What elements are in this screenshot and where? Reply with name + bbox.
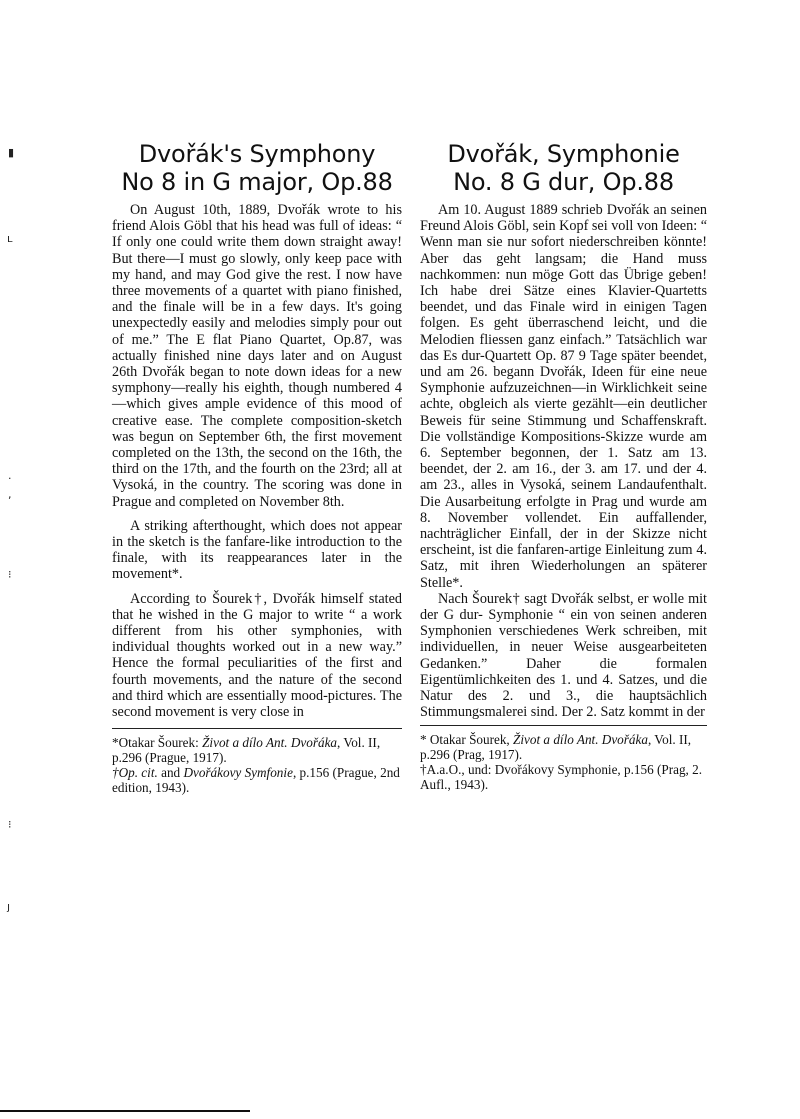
english-footnote-1 xyxy=(112,735,402,765)
fn-title: †Op. cit. xyxy=(112,765,158,781)
german-title-line1: Dvořák, Symphonie xyxy=(447,140,680,168)
footnote-rule xyxy=(112,728,402,729)
margin-mark: ȷ xyxy=(7,900,11,913)
fn-text: and xyxy=(157,765,184,781)
german-title xyxy=(420,140,707,196)
fn-text: * Otakar Šourek, xyxy=(420,731,514,747)
german-footnote-2: †A.a.O., und: Dvořákovy Symphonie, p.156 (Prag, 2. Aufl., 1943). xyxy=(420,761,703,792)
english-paragraph: On August 10th, 1889, Dvořák wrote to his friend Alois Göbl that his head was full of ideas: “ If only one could write them down straight away! But there—I must go slowly, only keep pace with my hand, and may God give the rest. I now have three movements of a quartet with piano finished, and the finale will be in a few days. It's going unexpectedly easily and melodies simply pour out of me.” The E flat Piano Quartet, Op.87, was actually finished nine days later and on August 26th Dvořák began to note down ideas for a new symphony—really his eighth, though numbered 4—which gives ample evidence of this mood of creative ease. The complete composition-sketch was begun on September 6th, the first movement completed on the 13th, the second on the 16th, the third on the 17th, and the fourth on the 23rd; all at Vysoká, in the country. The scoring was done in Prague and completed on November 8th. xyxy=(112,202,402,510)
footnote-rule xyxy=(420,725,707,726)
fn-text: , Vol. II, p.296 (Prag, 1917). xyxy=(420,731,692,762)
english-footnote-2 xyxy=(112,765,402,795)
margin-mark: · xyxy=(8,472,12,485)
german-title-line2: No. 8 G dur, Op.88 xyxy=(453,168,674,196)
margin-mark: ⁝ xyxy=(8,818,12,831)
english-paragraph: According to Šourek†, Dvořák himself stated that he wished in the G major to write “ a work different from his other symphonies, with individual thoughts worked out in a new way.” Hence the formal peculiarities of the first and fourth movements, and the nature of the second and third which are essentially mood-pictures. The second movement is very close in xyxy=(112,590,402,721)
fn-text: *Otakar Šourek: xyxy=(112,735,203,751)
margin-mark: ʟ xyxy=(7,232,13,245)
fn-title: Život a dílo Ant. Dvořáka xyxy=(513,731,648,747)
german-footnote-1 xyxy=(420,732,707,762)
margin-mark: , xyxy=(8,488,12,501)
english-title xyxy=(112,140,402,196)
fn-text: , p.156 (Prague, 2nd edition, 1943). xyxy=(112,765,400,796)
english-column xyxy=(112,140,402,795)
english-paragraph: A striking afterthought, which does not appear in the sketch is the fanfare-like introduction to the finale, with its reappearances later in the movement*. xyxy=(112,517,402,583)
margin-mark: ⁝ xyxy=(8,568,12,581)
german-column xyxy=(420,140,707,792)
fn-title: Dvořákovy Symfonie xyxy=(183,765,293,781)
fn-title: Život a dílo Ant. Dvořáka xyxy=(202,735,338,751)
german-paragraph: Nach Šourek† sagt Dvořák selbst, er wolle mit der G dur- Symphonie “ ein von seinen anderen Symphonien verschiedenes Werk schreiben, mit individuellen, in neuer Weise ausgearbeiteten Gedanken.” Daher die formalen Eigentümlichkeiten des 1. und 4. Satzes, und die Natur des 2. und 3., die hauptsächlich Stimmungsmalerei sind. Der 2. Satz kommt in der xyxy=(420,590,707,721)
english-title-line1: Dvořák's Symphony xyxy=(138,140,376,168)
fn-text: , Vol. II, p.296 (Prague, 1917). xyxy=(112,735,381,766)
margin-mark: ▮ xyxy=(8,146,15,159)
english-title-line2: No 8 in G major, Op.88 xyxy=(121,168,393,196)
german-paragraph: Am 10. August 1889 schrieb Dvořák an seinen Freund Alois Göbl, sein Kopf sei voll von Ideen: “ Wenn man sie nur sofort niederschreiben könnte! Aber das geht langsam; die Hand muss nachkommen: nun möge Gott das Übrige geben! Ich habe drei Sätze eines Klavier-Quartetts beendet, und das Finale wird in einigen Tagen folgen. Es geht überraschend leicht, und die Melodien fliessen ganz einfach.” Tatsächlich war das Es dur-Quartett Op. 87 9 Tage später beendet, und am 26. begann Dvořák, Ideen für eine neue Symphonie aufzuzeichnen—in Wirklichkeit seine achte, obgleich als vierte gezählt—ein deutlicher Beweis für seine Stimmung und Schaffenskraft. Die vollständige Kompositions-Skizze wurde am 6. September begonnen, der 1. Satz am 13. beendet, der 2. am 16., der 3. am 17. und der 4. am 23., alles in Vysoká, seinem Landaufenthalt. Die Ausarbeitung erfolgte in Prag und wurde am 8. November vollendet. Ein auffallender, nachträglicher Einfall, der in der Skizze nicht erscheint, ist die fanfaren-artige Einleitung zum 4. Satz, mit ihren Wiederholungen an späterer Stelle*. xyxy=(420,202,707,591)
scan-edge-line xyxy=(0,1110,250,1112)
